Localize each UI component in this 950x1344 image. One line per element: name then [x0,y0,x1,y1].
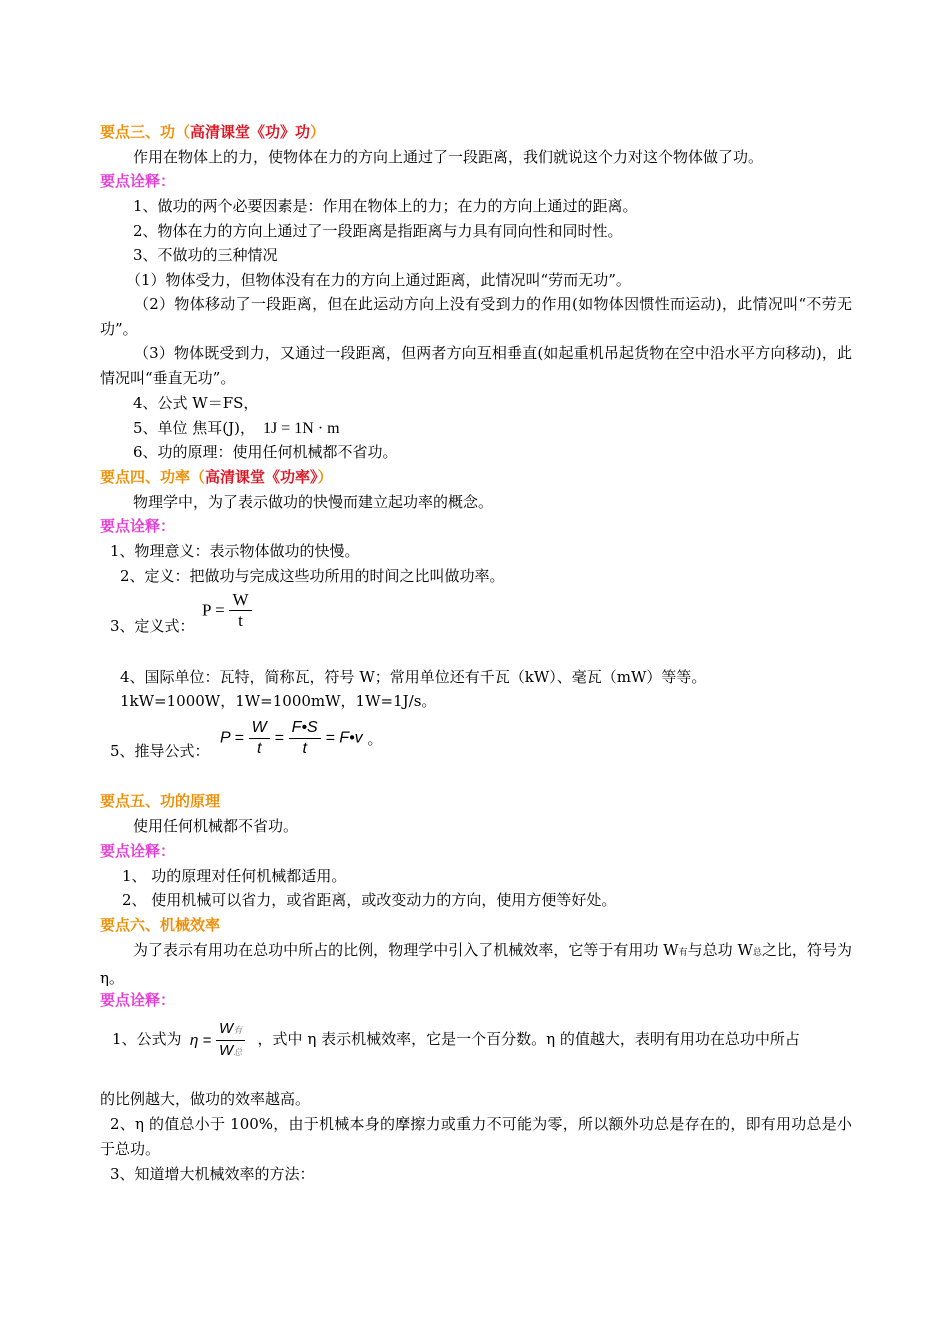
section6-title: 要点六、机械效率 [100,916,221,934]
efficiency-formula: η = $\frac{\text{W有}}{\text{W总}}$ [190,1019,245,1062]
section3-title-link[interactable]: 高清课堂《功》功 [190,123,311,141]
section4-item4: 4、国际单位：瓦特，简称瓦，符号 W；常用单位还有千瓦（kW）、毫瓦（mW）等等。 [120,668,707,686]
section3-label: 要点诠释： [100,172,176,190]
section4-item1: 1、物理意义：表示物体做功的快慢。 [110,542,360,560]
section4-item3: 3、定义式： [110,617,195,635]
section4-title-link[interactable]: 高清课堂《功率》 [205,468,318,486]
section3-item2: 2、物体在力的方向上通过了一段距离是指距离与力具有同向性和同时性。 [133,222,623,240]
section6-label: 要点诠释： [100,991,176,1009]
section5-title: 要点五、功的原理 [100,792,221,810]
section3-case1: （1）物体受力，但物体没有在力的方向上通过距离，此情况叫“劳而无功”。 [126,271,631,289]
section4-intro: 物理学中，为了表示做功的快慢而建立起功率的概念。 [133,493,494,511]
section3-principle: 6、功的原理：使用任何机械都不省功。 [133,443,398,461]
section5-item2: 2、 使用机械可以省力，或省距离，或改变动力的方向，使用方便等好处。 [122,891,617,909]
power-derived-formula: P = $\frac{W}{t}$ = $\frac{F•S}{t}$ = F•v 。 [220,719,383,757]
section4-label: 要点诠释： [100,517,176,535]
section6-item1: 1、公式为 ，式中 η 表示机械效率，它是一个百分数。η 的值越大，表明有用功在总功中所占 [112,1030,800,1048]
section6-item3: 3、知道增大机械效率的方法： [110,1165,315,1183]
section3-title: 要点三、功（高清课堂《功》功） [100,123,326,141]
section4-item5: 5、推导公式： [110,742,210,760]
section4-title: 要点四、功率（高清课堂《功率》） [100,468,333,486]
section4-units: 1kW=1000W，1W=1000mW，1W=1J/s。 [120,692,437,710]
power-definition-formula: P = $\frac{W}{t}$ [202,590,252,631]
section3-item3: 3、不做功的三种情况 [133,246,278,264]
section6-item1-cont: 的比例越大，做功的效率越高。 [100,1090,311,1108]
section3-case3: （3）物体既受到力，又通过一段距离，但两者方向互相垂直(如起重机吊起货物在空中沿水平方向移动)，此情况叫“垂直无功”。 [100,344,852,387]
section3-formula: 4、公式 W＝FS， [133,394,259,412]
section3-unit: 5、单位 焦耳(J)， 1J = 1N · m [133,419,340,437]
section3-intro: 作用在物体上的力，使物体在力的方向上通过了一段距离，我们就说这个力对这个物体做了功。 [133,148,764,166]
section3-item1: 1、做功的两个必要因素是：作用在物体上的力；在力的方向上通过的距离。 [133,197,638,215]
section4-item2: 2、定义：把做功与完成这些功所用的时间之比叫做功率。 [120,567,505,585]
section5-intro: 使用任何机械都不省功。 [133,817,299,835]
section6-intro: 为了表示有用功在总功中所占的比例，物理学中引入了机械效率，它等于有用功 W有与总功 W总之比，符号为 η。 [100,941,852,987]
section6-item2: 2、η 的值总小于 100%，由于机械本身的摩擦力或重力不可能为零，所以额外功总是存在的，即有用功总是小于总功。 [100,1115,852,1158]
section5-label: 要点诠释： [100,842,176,860]
section5-item1: 1、 功的原理对任何机械都适用。 [122,867,347,885]
unit-formula: 1J = 1N · m [263,420,340,437]
section3-case2: （2）物体移动了一段距离，但在此运动方向上没有受到力的作用(如物体因惯性而运动)，此情况叫“不劳无功”。 [100,295,852,338]
